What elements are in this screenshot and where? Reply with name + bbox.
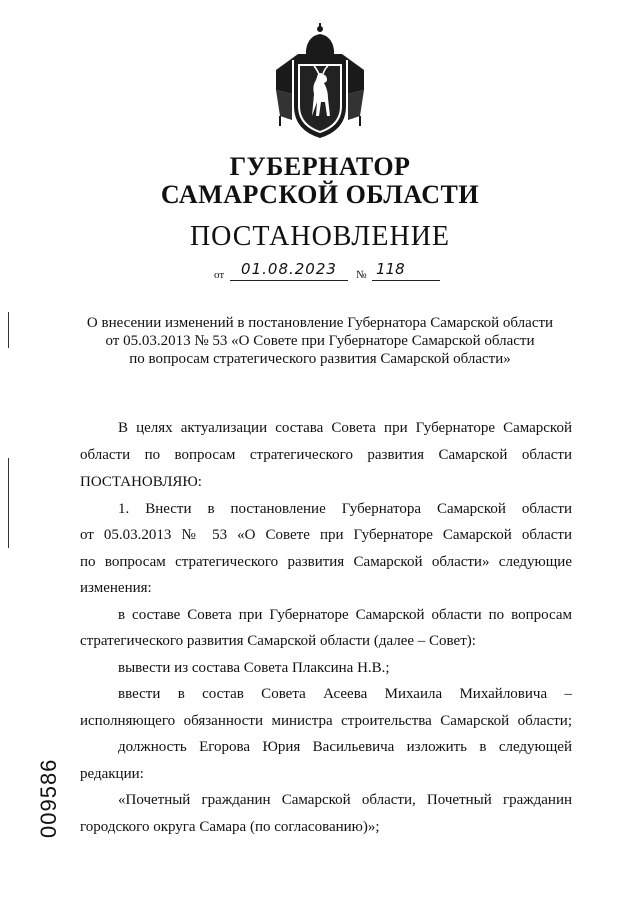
body-line: изменения:: [80, 580, 152, 596]
side-registration-stamp: 009586: [36, 758, 61, 838]
body-line: ввести в состав Совета Асеева Михаила Михайловича –: [118, 686, 572, 702]
body-line: области по вопросам стратегического развития Самарской области: [80, 447, 572, 463]
body-line: ПОСТАНОВЛЯЮ:: [80, 474, 202, 490]
body-line: редакции:: [80, 766, 144, 782]
document-type-title: ПОСТАНОВЛЕНИЕ: [189, 221, 451, 252]
body-line: от 05.03.2013 № 53 «О Совете при Губернаторе Самарской области: [80, 527, 572, 543]
date-number-line: [214, 260, 444, 284]
org-name-line1: ГУБЕРНАТОР: [229, 152, 411, 181]
body-line: по вопросам стратегического развития Самарской области» следующие: [80, 554, 572, 570]
document-subject: [60, 314, 580, 368]
body-line: должность Егорова Юрия Васильевича изложить в следующей: [118, 739, 572, 755]
body-line: исполняющего обязанности министра строительства Самарской области;: [80, 713, 572, 729]
body-line: городского округа Самара (по согласованию)»;: [80, 819, 380, 835]
margin-rule: [8, 458, 9, 548]
number-sign: №: [356, 269, 367, 281]
subject-line: по вопросам стратегического развития Самарской области»: [129, 351, 511, 367]
coat-of-arms-emblem: [268, 20, 372, 142]
body-line: стратегического развития Самарской области (далее – Совет):: [80, 633, 476, 649]
subject-line: от 05.03.2013 № 53 «О Совете при Губернаторе Самарской области: [105, 333, 535, 349]
date-prefix: от: [214, 269, 225, 281]
document-date: 01.08.2023: [230, 260, 348, 281]
body-line: «Почетный гражданин Самарской области, Почетный гражданин: [118, 792, 572, 808]
body-line: 1. Внести в постановление Губернатора Самарской области: [118, 501, 572, 517]
body-line: вывести из состава Совета Плаксина Н.В.;: [118, 660, 390, 676]
margin-rule: [8, 312, 9, 348]
org-name-line2: САМАРСКОЙ ОБЛАСТИ: [160, 180, 480, 209]
subject-line: О внесении изменений в постановление Губернатора Самарской области: [86, 315, 554, 331]
document-number: 118: [372, 260, 440, 281]
body-line: В целях актуализации состава Совета при Губернаторе Самарской: [118, 420, 572, 436]
body-line: в составе Совета при Губернаторе Самарской области по вопросам: [118, 607, 572, 623]
